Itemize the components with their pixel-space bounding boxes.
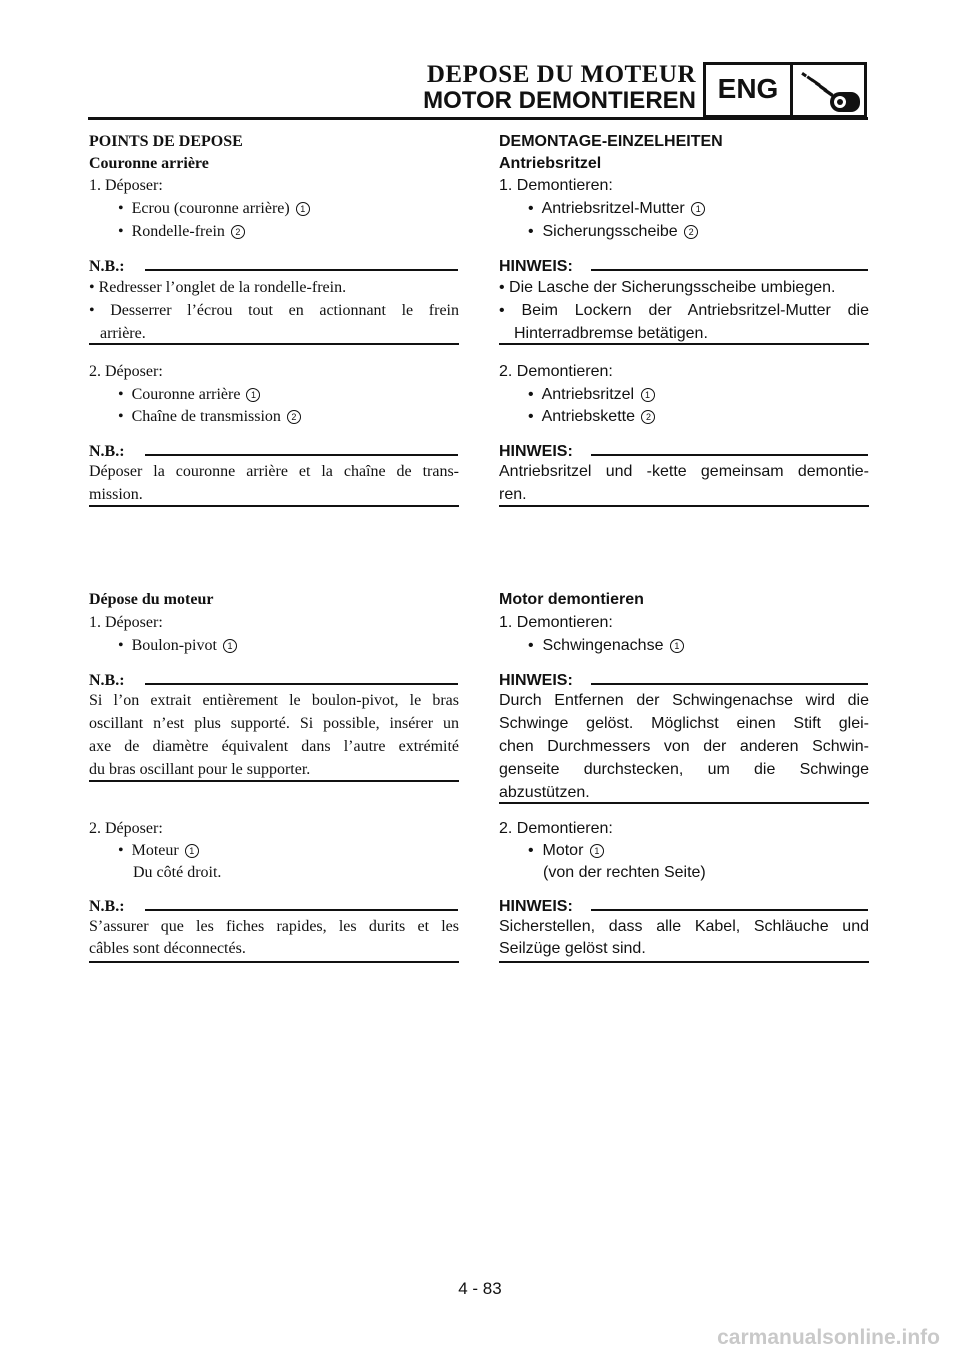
engine-icon: [796, 66, 864, 114]
callout-number: 2: [231, 225, 245, 239]
de-note-line: abzustützen.: [499, 784, 590, 801]
note-end-rule: [499, 961, 869, 963]
callout-number: 1: [670, 639, 684, 653]
fr-nb-label: N.B.:: [89, 898, 125, 915]
de-note-line: Sicherstellen, dass alle Kabel, Schläuche und: [499, 918, 869, 935]
de-note-line: Durch Entfernen der Schwingenachse wird die: [499, 692, 869, 709]
de-note-line: Antriebsritzel und -kette gemeinsam demontie-: [499, 463, 869, 480]
de-subheading-antriebsritzel: Antriebsritzel: [499, 155, 602, 172]
header-title-de: MOTOR DEMONTIEREN: [423, 87, 696, 114]
eng-badge-label: ENG: [717, 73, 779, 104]
de-note-line: • Die Lasche der Sicherungsscheibe umbiegen.: [499, 279, 836, 296]
fr-step-3: 1. Déposer:: [89, 614, 163, 631]
fr-note-line: Déposer la couronne arrière et la chaîne de trans-: [89, 463, 459, 480]
de-hinweis-label: HINWEIS:: [499, 898, 573, 915]
fr-note-line: • Desserrer l’écrou tout en actionnant le frein: [89, 302, 459, 319]
fr-note-line: • Redresser l’onglet de la rondelle-frein.: [89, 279, 347, 296]
note-end-rule: [89, 343, 459, 345]
de-section-heading: DEMONTAGE-EINZELHEITEN: [499, 133, 723, 150]
note-rule: [591, 454, 868, 456]
note-rule: [145, 683, 458, 685]
fr-subheading-couronne: Couronne arrière: [89, 155, 209, 172]
callout-number: 1: [691, 202, 705, 216]
fr-note-line: arrière.: [100, 325, 146, 342]
callout-number: 1: [185, 844, 199, 858]
header-title-fr: DEPOSE DU MOTEUR: [426, 61, 696, 88]
callout-number: 1: [223, 639, 237, 653]
fr-section-heading: POINTS DE DEPOSE: [89, 133, 243, 150]
note-end-rule: [499, 505, 869, 507]
fr-note-line: oscillant n’est plus supporté. Si possible, insérer un: [89, 715, 459, 732]
de-subheading-motor: Motor demontieren: [499, 591, 644, 608]
note-rule: [591, 909, 868, 911]
de-list-item: • Schwingenachse 1: [528, 636, 898, 656]
de-list-subline: (von der rechten Seite): [543, 864, 706, 881]
fr-step-1: 1. Déposer:: [89, 177, 163, 194]
fr-subheading-moteur: Dépose du moteur: [89, 591, 214, 608]
fr-list-item: • Ecrou (couronne arrière) 1: [118, 199, 488, 219]
de-step-3: 1. Demontieren:: [499, 614, 613, 631]
page-number: 4 - 83: [458, 1279, 502, 1298]
note-rule: [145, 454, 458, 456]
fr-list-item: • Boulon-pivot 1: [118, 636, 488, 656]
fr-nb-label: N.B.:: [89, 443, 125, 460]
fr-nb-label: N.B.:: [89, 258, 125, 275]
de-list-item: • Antriebsritzel-Mutter 1: [528, 199, 898, 219]
de-list-item: • Antriebskette 2: [528, 407, 898, 427]
fr-list-item: • Rondelle-frein 2: [118, 222, 488, 242]
note-rule: [591, 683, 868, 685]
callout-number: 1: [296, 202, 310, 216]
de-note-line: chen Durchmessers von der anderen Schwin-: [499, 738, 869, 755]
de-note-line: genseite durchstecken, um die Schwinge: [499, 761, 869, 778]
note-rule: [591, 269, 868, 271]
watermark: carmanualsonline.info: [717, 1326, 940, 1349]
de-list-item: • Antriebsritzel 1: [528, 385, 898, 405]
note-end-rule: [89, 780, 459, 782]
note-end-rule: [499, 802, 869, 804]
fr-note-line: S’assurer que les fiches rapides, les durits et les: [89, 918, 459, 935]
fr-nb-label: N.B.:: [89, 672, 125, 689]
fr-note-line: câbles sont déconnectés.: [89, 940, 246, 957]
note-rule: [145, 909, 458, 911]
fr-list-item: • Couronne arrière 1: [118, 385, 488, 405]
fr-note-line: mission.: [89, 486, 143, 503]
fr-note-line: axe de diamètre équivalent dans l’autre extrémité: [89, 738, 459, 755]
de-hinweis-label: HINWEIS:: [499, 443, 573, 460]
de-list-item: • Sicherungsscheibe 2: [528, 222, 898, 242]
callout-number: 1: [641, 388, 655, 402]
callout-number: 1: [246, 388, 260, 402]
fr-list-item: • Chaîne de transmission 2: [118, 407, 488, 427]
de-hinweis-label: HINWEIS:: [499, 258, 573, 275]
de-step-1: 1. Demontieren:: [499, 177, 613, 194]
de-note-line: Schwinge gelöst. Möglichst einen Stift glei-: [499, 715, 869, 732]
fr-step-4: 2. Déposer:: [89, 820, 163, 837]
de-note-line: • Beim Lockern der Antriebsritzel-Mutter die: [499, 302, 870, 319]
de-note-line: Seilzüge gelöst sind.: [499, 940, 646, 957]
callout-number: 2: [684, 225, 698, 239]
fr-note-line: Si l’on extrait entièrement le boulon-pivot, le bras: [89, 692, 459, 709]
callout-number: 1: [590, 844, 604, 858]
note-end-rule: [499, 343, 869, 345]
note-end-rule: [89, 961, 459, 963]
fr-list-subline: Du côté droit.: [133, 864, 222, 881]
fr-step-2: 2. Déposer:: [89, 363, 163, 380]
de-note-line: Hinterradbremse betätigen.: [514, 325, 708, 342]
de-step-2: 2. Demontieren:: [499, 363, 613, 380]
de-note-line: ren.: [499, 486, 527, 503]
note-end-rule: [89, 505, 459, 507]
eng-badge-divider: [790, 62, 793, 118]
callout-number: 2: [287, 410, 301, 424]
callout-number: 2: [641, 410, 655, 424]
de-hinweis-label: HINWEIS:: [499, 672, 573, 689]
fr-list-item: • Moteur 1: [118, 841, 488, 861]
note-rule: [145, 269, 458, 271]
de-step-4: 2. Demontieren:: [499, 820, 613, 837]
fr-note-line: du bras oscillant pour le supporter.: [89, 761, 311, 778]
de-list-item: • Motor 1: [528, 841, 898, 861]
